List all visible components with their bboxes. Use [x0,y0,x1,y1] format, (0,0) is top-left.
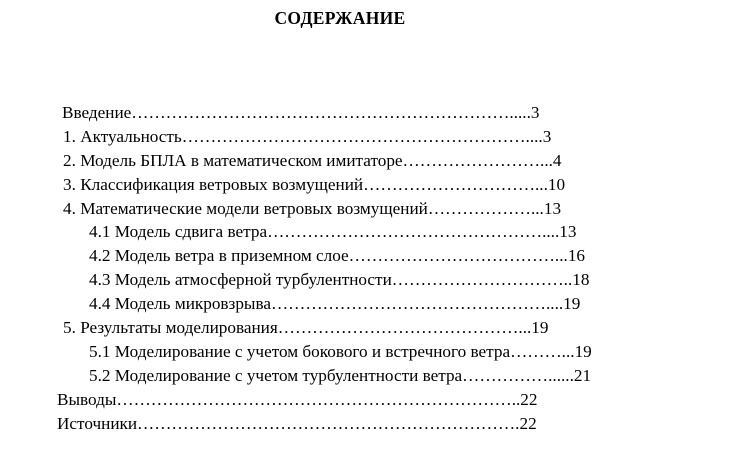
toc-entry-5-1: 5.1 Моделирование с учетом бокового и встречного ветра………...19 [89,342,592,361]
toc-entry-2: 2. Модель БПЛА в математическом имитаторе……………………...4 [63,151,562,170]
toc-entry-4-3: 4.3 Модель атмосферной турбулентности…………………………..18 [89,270,590,289]
toc-entry-4-4: 4.4 Модель микровзрыва…………………………………………....19 [89,294,581,313]
toc-entry-4-1: 4.1 Модель сдвига ветра…………………………………………....13 [89,222,577,241]
toc-entry-5-2: 5.2 Моделирование с учетом турбулентности ветра……………......21 [89,366,592,385]
toc-entry-4-2: 4.2 Модель ветра в приземном слое………………………………...16 [89,246,586,265]
toc-title: СОДЕРЖАНИЕ [274,8,406,28]
toc-entry-conclusions: Выводы……………………………………………………………..22 [57,390,538,409]
toc-entry-4: 4. Математические модели ветровых возмущений………………...13 [63,199,562,218]
toc-entry-3: 3. Классификация ветровых возмущений…………………………...10 [63,175,566,194]
toc-entry-introduction: Введение………………………………………………………….....3 [62,103,540,122]
toc-entry-5: 5. Результаты моделирования……………………………………...19 [63,318,549,337]
toc-entry-1: 1. Актуальность……………………………………………………....3 [63,127,552,146]
toc-entry-sources: Источники………………………………………………………….22 [57,414,537,433]
